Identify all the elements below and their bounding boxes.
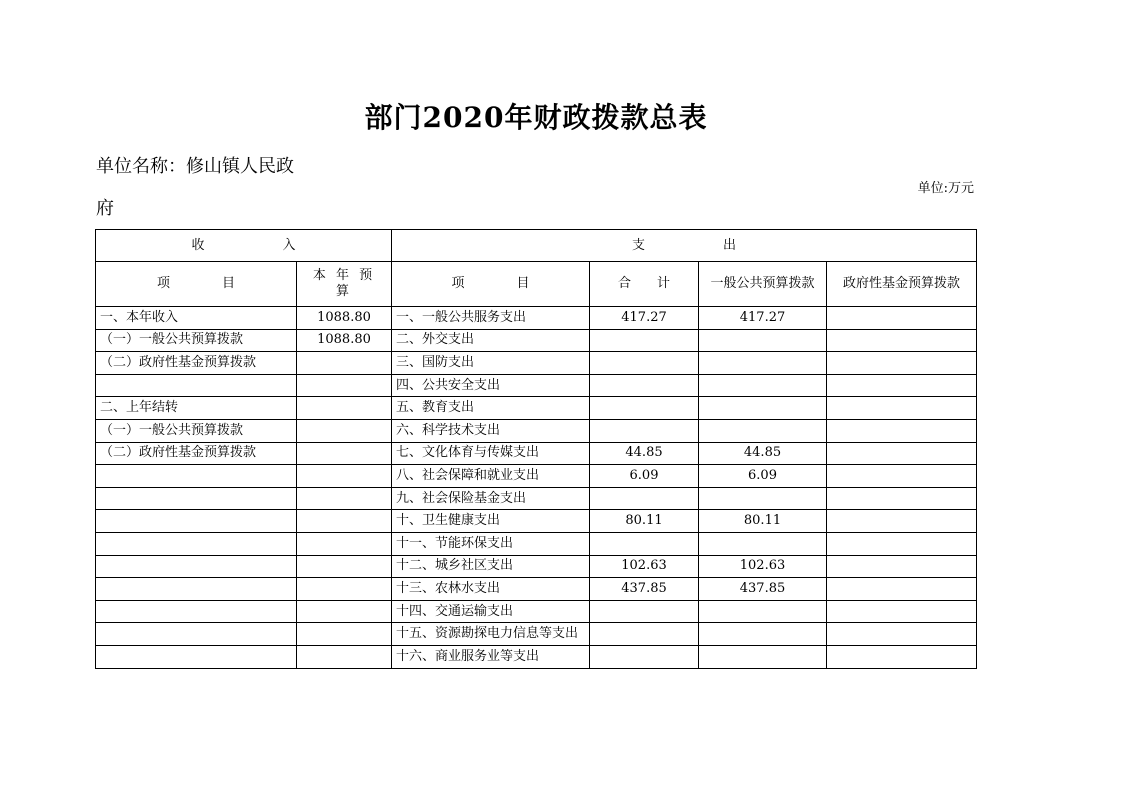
table-row — [96, 645, 977, 668]
expense-general-cell — [699, 419, 827, 442]
column-header-row — [96, 262, 977, 307]
income-item-cell: （一）一般公共预算拨款 — [96, 419, 297, 442]
expense-item-cell: 七、文化体育与传媒支出 — [392, 442, 590, 465]
expense-fund-cell — [827, 374, 977, 397]
expense-fund-cell — [827, 397, 977, 420]
income-item-cell: （二）政府性基金预算拨款 — [96, 352, 297, 375]
unit-name-label-cont: 府 — [96, 198, 114, 219]
expense-fund-header: 政府性基金预算拨款 — [827, 262, 977, 307]
income-budget-cell: 1088.80 — [297, 307, 392, 330]
expense-general-cell — [699, 352, 827, 375]
income-budget-cell — [297, 532, 392, 555]
expense-group-header: 支 出 — [392, 230, 977, 262]
table-row — [96, 352, 977, 375]
expense-general-cell: 417.27 — [699, 307, 827, 330]
expense-general-cell: 102.63 — [699, 555, 827, 578]
expense-total-cell: 102.63 — [590, 555, 699, 578]
expense-total-cell: 80.11 — [590, 510, 699, 533]
expense-fund-cell — [827, 532, 977, 555]
expense-total-cell — [590, 623, 699, 646]
expense-general-cell — [699, 645, 827, 668]
expense-item-cell: 十六、商业服务业等支出 — [392, 645, 590, 668]
expense-total-cell — [590, 329, 699, 352]
expense-item-cell: 四、公共安全支出 — [392, 374, 590, 397]
expense-item-cell: 六、科学技术支出 — [392, 419, 590, 442]
expense-general-cell: 44.85 — [699, 442, 827, 465]
income-budget-cell — [297, 645, 392, 668]
expense-general-cell — [699, 623, 827, 646]
income-budget-cell — [297, 442, 392, 465]
expense-general-cell — [699, 397, 827, 420]
expense-item-cell: 九、社会保险基金支出 — [392, 487, 590, 510]
income-item-cell — [96, 487, 297, 510]
expense-general-cell — [699, 600, 827, 623]
expense-fund-cell — [827, 329, 977, 352]
income-budget-cell — [297, 555, 392, 578]
table-row — [96, 307, 977, 330]
income-item-cell: 二、上年结转 — [96, 397, 297, 420]
expense-general-cell: 80.11 — [699, 510, 827, 533]
income-item-cell — [96, 600, 297, 623]
income-budget-cell — [297, 397, 392, 420]
income-item-cell: （一）一般公共预算拨款 — [96, 329, 297, 352]
expense-fund-cell — [827, 555, 977, 578]
expense-fund-cell — [827, 600, 977, 623]
expense-total-cell — [590, 397, 699, 420]
table-row — [96, 442, 977, 465]
expense-total-cell — [590, 645, 699, 668]
expense-general-cell — [699, 374, 827, 397]
table-row — [96, 600, 977, 623]
currency-unit: 单位:万元 — [917, 181, 974, 196]
expense-total-cell — [590, 352, 699, 375]
expense-fund-cell — [827, 307, 977, 330]
income-budget-cell — [297, 419, 392, 442]
expense-fund-cell — [827, 442, 977, 465]
table-row — [96, 487, 977, 510]
expense-general-cell — [699, 487, 827, 510]
expense-fund-cell — [827, 623, 977, 646]
income-item-cell — [96, 578, 297, 601]
expense-item-cell: 一、一般公共服务支出 — [392, 307, 590, 330]
income-budget-cell — [297, 465, 392, 488]
expense-item-cell: 八、社会保障和就业支出 — [392, 465, 590, 488]
group-header-row — [96, 230, 977, 262]
income-budget-cell: 1088.80 — [297, 329, 392, 352]
expense-item-cell: 五、教育支出 — [392, 397, 590, 420]
expense-fund-cell — [827, 510, 977, 533]
expense-fund-cell — [827, 352, 977, 375]
expense-item-cell: 十三、农林水支出 — [392, 578, 590, 601]
expense-total-cell — [590, 487, 699, 510]
income-item-cell — [96, 374, 297, 397]
income-group-header: 收 入 — [96, 230, 392, 262]
expense-fund-cell — [827, 578, 977, 601]
income-budget-cell — [297, 352, 392, 375]
income-budget-header: 本 年 预 算 — [297, 262, 392, 307]
expense-general-cell: 437.85 — [699, 578, 827, 601]
table-row — [96, 465, 977, 488]
income-item-header: 项 目 — [96, 262, 297, 307]
table-row — [96, 578, 977, 601]
expense-item-cell: 二、外交支出 — [392, 329, 590, 352]
expense-total-header: 合 计 — [590, 262, 699, 307]
unit-name-label: 单位名称：修山镇人民政 — [96, 156, 294, 177]
expense-general-header: 一般公共预算拨款 — [699, 262, 827, 307]
income-item-cell — [96, 532, 297, 555]
expense-item-cell: 三、国防支出 — [392, 352, 590, 375]
income-budget-cell — [297, 578, 392, 601]
income-budget-cell — [297, 623, 392, 646]
expense-total-cell: 6.09 — [590, 465, 699, 488]
income-budget-cell — [297, 510, 392, 533]
expense-total-cell: 417.27 — [590, 307, 699, 330]
income-budget-cell — [297, 600, 392, 623]
expense-item-cell: 十、卫生健康支出 — [392, 510, 590, 533]
income-item-cell: （二）政府性基金预算拨款 — [96, 442, 297, 465]
expense-fund-cell — [827, 645, 977, 668]
expense-total-cell — [590, 532, 699, 555]
expense-general-cell: 6.09 — [699, 465, 827, 488]
table-row — [96, 623, 977, 646]
income-item-cell — [96, 510, 297, 533]
income-budget-cell — [297, 487, 392, 510]
table-row — [96, 419, 977, 442]
table-row — [96, 555, 977, 578]
income-item-cell — [96, 623, 297, 646]
expense-general-cell — [699, 532, 827, 555]
expense-item-cell: 十四、交通运输支出 — [392, 600, 590, 623]
expense-fund-cell — [827, 465, 977, 488]
income-budget-cell — [297, 374, 392, 397]
appropriation-table — [95, 229, 977, 669]
expense-item-cell: 十五、资源勘探电力信息等支出 — [392, 623, 590, 646]
expense-item-cell: 十二、城乡社区支出 — [392, 555, 590, 578]
table-row — [96, 397, 977, 420]
expense-general-cell — [699, 329, 827, 352]
expense-total-cell — [590, 374, 699, 397]
expense-item-cell: 十一、节能环保支出 — [392, 532, 590, 555]
expense-fund-cell — [827, 419, 977, 442]
expense-total-cell: 44.85 — [590, 442, 699, 465]
table-row — [96, 510, 977, 533]
expense-total-cell — [590, 600, 699, 623]
expense-total-cell — [590, 419, 699, 442]
income-item-cell — [96, 555, 297, 578]
income-item-cell: 一、本年收入 — [96, 307, 297, 330]
table-row — [96, 532, 977, 555]
expense-total-cell: 437.85 — [590, 578, 699, 601]
income-item-cell — [96, 645, 297, 668]
table-row — [96, 374, 977, 397]
income-item-cell — [96, 465, 297, 488]
expense-fund-cell — [827, 487, 977, 510]
page-title: 部门2020年财政拨款总表 — [364, 101, 708, 134]
table-row — [96, 329, 977, 352]
expense-item-header: 项 目 — [392, 262, 590, 307]
